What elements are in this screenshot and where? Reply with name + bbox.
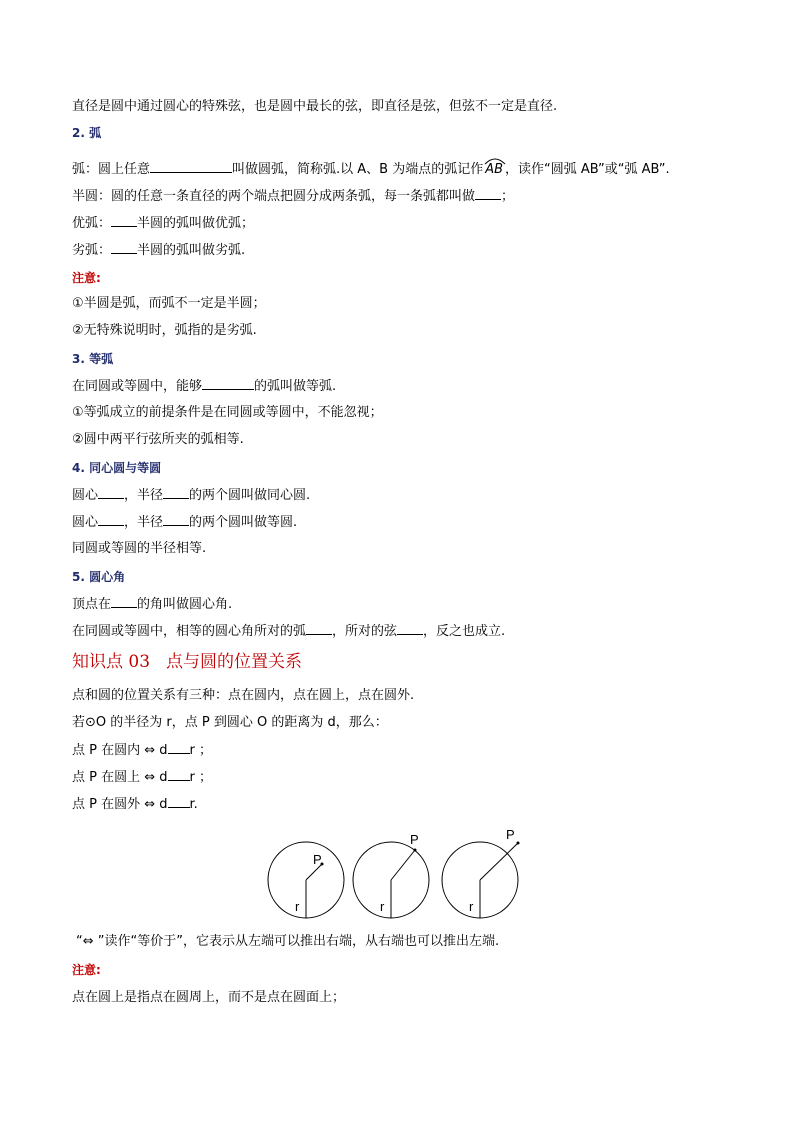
on-condition (72, 769, 212, 786)
radius-label: r (469, 899, 474, 914)
major-arc-part-a: 优弧： (72, 216, 112, 231)
arc-notation (485, 162, 503, 178)
fill-blank (163, 487, 189, 499)
arc-def-part-b: 叫做圆弧，简称弧.以 A、B 为端点的弧记作 (232, 162, 484, 177)
radius-label: r (295, 899, 300, 914)
equal-circle-part-c: 的两个圆叫做等圆. (189, 515, 298, 530)
minor-arc-part-b: 半圆的弧叫做劣弧. (137, 243, 246, 258)
point-circle-figure (262, 826, 532, 922)
note-label: 注意: (72, 963, 101, 977)
concentric-part-c: 的两个圆叫做同心圆. (189, 488, 311, 503)
central-angle-part-a: 顶点在 (72, 597, 112, 612)
note-item: ①半圆是弧，而弧不一定是半圆； (72, 296, 266, 311)
point-label: P (313, 852, 322, 867)
knowledge-point-number: 知识点 03 (72, 652, 151, 672)
equal-arc-note: ②圆中两平行弦所夹的弧相等. (72, 432, 244, 447)
section-5-heading: 5. 圆心角 (72, 570, 126, 584)
knowledge-point-heading (72, 651, 302, 673)
fill-blank (150, 161, 232, 173)
equal-arc-note: ①等弧成立的前提条件是在同圆或等圆中，不能忽视； (72, 405, 383, 420)
fill-blank (111, 596, 137, 608)
fill-blank (202, 378, 254, 390)
equal-circle-part-b: ，半径 (124, 515, 164, 530)
position-relations-intro: 点和圆的位置关系有三种：点在圆内，点在圆上，点在圆外. (72, 688, 415, 703)
equal-arc-part-a: 在同圆或等圆中，能够 (72, 379, 203, 394)
equal-radius-note: 同圆或等圆的半径相等. (72, 541, 207, 556)
fill-blank (168, 769, 190, 781)
knowledge-point-title: 点与圆的位置关系 (166, 652, 303, 672)
fill-blank (163, 514, 189, 526)
major-arc-part-b: 半圆的弧叫做优弧； (137, 216, 255, 231)
diameter-text: 直径是圆中通过圆心的特殊弦，也是圆中最长的弦，即直径是弦，但弦不一定是直径. (72, 99, 558, 114)
outside-part-a: 点 P 在圆外 ⇔ d (72, 797, 168, 812)
inside-condition (72, 742, 212, 759)
fill-blank (397, 623, 423, 635)
theorem-part-c: ，反之也成立. (423, 624, 506, 639)
fill-blank (111, 215, 137, 227)
semicircle-part-b: ； (501, 189, 515, 204)
distance-line (480, 843, 518, 880)
distance-line (391, 850, 415, 880)
on-part-a: 点 P 在圆上 ⇔ d (72, 770, 168, 785)
arc-def-part-c: ，读作“圆弧 AB”或“弧 AB”. (505, 162, 670, 177)
radius-distance-statement: 若⊙O 的半径为 r，点 P 到圆心 O 的距离为 d，那么： (72, 715, 388, 730)
outside-part-b: r. (189, 797, 198, 812)
fill-blank (98, 487, 124, 499)
fill-blank (111, 242, 137, 254)
equal-arc-part-b: 的弧叫做等弧. (254, 379, 337, 394)
on-part-b: r ； (189, 770, 212, 785)
fill-blank (306, 623, 332, 635)
note-item: 点在圆上是指点在圆周上，而不是点在圆面上； (72, 990, 346, 1005)
point-p (414, 849, 417, 852)
outside-condition (72, 796, 198, 813)
concentric-part-b: ，半径 (124, 488, 164, 503)
minor-arc-definition (72, 242, 245, 259)
central-angle-definition (72, 596, 232, 613)
equal-circle-definition (72, 514, 297, 531)
arc-def-part-a: 弧：圆上任意 (72, 162, 151, 177)
semicircle-part-a: 半圆：圆的任意一条直径的两个端点把圆分成两条弧，每一条弧都叫做 (72, 189, 476, 204)
fill-blank (98, 514, 124, 526)
fill-blank (475, 188, 501, 200)
point-p (517, 842, 520, 845)
major-arc-definition (72, 215, 254, 232)
central-angle-part-b: 的角叫做圆心角. (137, 597, 233, 612)
section-3-heading: 3. 等弧 (72, 352, 114, 366)
inside-part-b: r ； (189, 743, 212, 758)
fill-blank (168, 742, 190, 754)
arc-symbol-icon (483, 155, 507, 165)
fill-blank (168, 796, 190, 808)
central-angle-theorem (72, 623, 505, 640)
concentric-definition (72, 487, 310, 504)
theorem-part-a: 在同圆或等圆中，相等的圆心角所对的弧 (72, 624, 307, 639)
inside-part-a: 点 P 在圆内 ⇔ d (72, 743, 168, 758)
section-2-heading: 2. 弧 (72, 126, 102, 140)
equivalence-note: “⇔ ”读作“等价于”，它表示从左端可以推出右端，从右端也可以推出左端. (76, 934, 500, 949)
note-label: 注意: (72, 271, 101, 285)
arc-definition (72, 161, 670, 178)
radius-label: r (380, 899, 385, 914)
equal-circle-part-a: 圆心 (72, 515, 99, 530)
section-4-heading: 4. 同心圆与等圆 (72, 461, 162, 475)
point-label: P (410, 832, 419, 847)
concentric-part-a: 圆心 (72, 488, 99, 503)
point-label: P (506, 827, 515, 842)
theorem-part-b: ，所对的弦 (332, 624, 398, 639)
equal-arc-definition (72, 378, 336, 395)
arc-label: AB (485, 162, 504, 177)
semicircle-definition (72, 188, 514, 205)
note-item: ②无特殊说明时，弧指的是劣弧. (72, 323, 257, 338)
minor-arc-part-a: 劣弧： (72, 243, 112, 258)
